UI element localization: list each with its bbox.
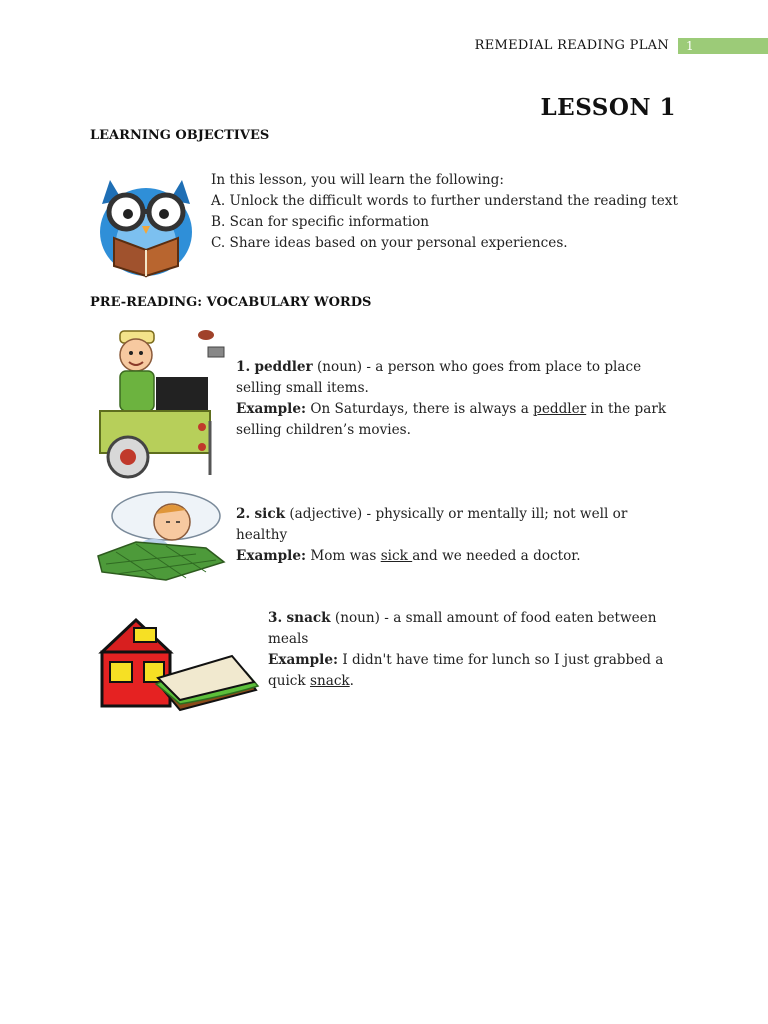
- vocab-term: peddler: [254, 359, 313, 375]
- example-text: and we needed a doctor.: [412, 548, 581, 564]
- objective-item: B. Scan for specific information: [211, 214, 430, 230]
- vocab-number: 2.: [236, 506, 251, 522]
- objective-item: A. Unlock the difficult words to further understand the reading text: [211, 193, 678, 209]
- peddler-cart-image: [98, 325, 228, 480]
- page-number-tab: 1: [678, 38, 768, 54]
- vocab-definition: - a small amount of food eaten between meals: [268, 610, 657, 647]
- vocab-term: sick: [254, 506, 286, 522]
- objectives-list: [211, 170, 681, 254]
- vocab-part-of-speech: (noun): [317, 359, 363, 375]
- vocab-item-snack: [268, 608, 680, 692]
- header-title: REMEDIAL READING PLAN: [474, 38, 669, 53]
- vocab-part-of-speech: (noun): [334, 610, 380, 626]
- sick-child-image: [96, 486, 228, 582]
- example-keyword: snack: [309, 673, 350, 689]
- example-label: Example:: [236, 401, 306, 417]
- example-label: Example:: [236, 548, 306, 564]
- objectives-intro: In this lesson, you will learn the following:: [211, 172, 504, 188]
- example-label: Example:: [268, 652, 338, 668]
- vocab-definition: - physically or mentally ill; not well or healthy: [236, 506, 628, 543]
- owl-reading-icon: [92, 170, 200, 280]
- example-text: .: [349, 673, 354, 689]
- example-text: On Saturdays, there is always a: [306, 401, 534, 417]
- example-keyword: peddler: [533, 401, 587, 417]
- vocab-term: snack: [286, 610, 331, 626]
- vocab-item-peddler: [236, 357, 676, 441]
- example-text: I didn't have time for lunch so I just grabbed a quick: [268, 652, 664, 689]
- example-text: in the park selling children’s movies.: [236, 401, 667, 438]
- lesson-title: LESSON 1: [540, 94, 676, 121]
- objectives-heading: LEARNING OBJECTIVES: [90, 128, 270, 143]
- objective-item: C. Share ideas based on your personal experiences.: [211, 235, 568, 251]
- example-keyword: sick: [380, 548, 413, 564]
- vocab-item-sick: [236, 504, 676, 567]
- vocab-definition: - a person who goes from place to place selling small items.: [236, 359, 642, 396]
- vocab-number: 1.: [236, 359, 251, 375]
- vocabulary-heading: PRE-READING: VOCABULARY WORDS: [90, 295, 372, 310]
- vocab-part-of-speech: (adjective): [289, 506, 363, 522]
- vocab-number: 3.: [268, 610, 283, 626]
- example-text: Mom was: [306, 548, 381, 564]
- snack-lunchbox-image: [96, 612, 262, 714]
